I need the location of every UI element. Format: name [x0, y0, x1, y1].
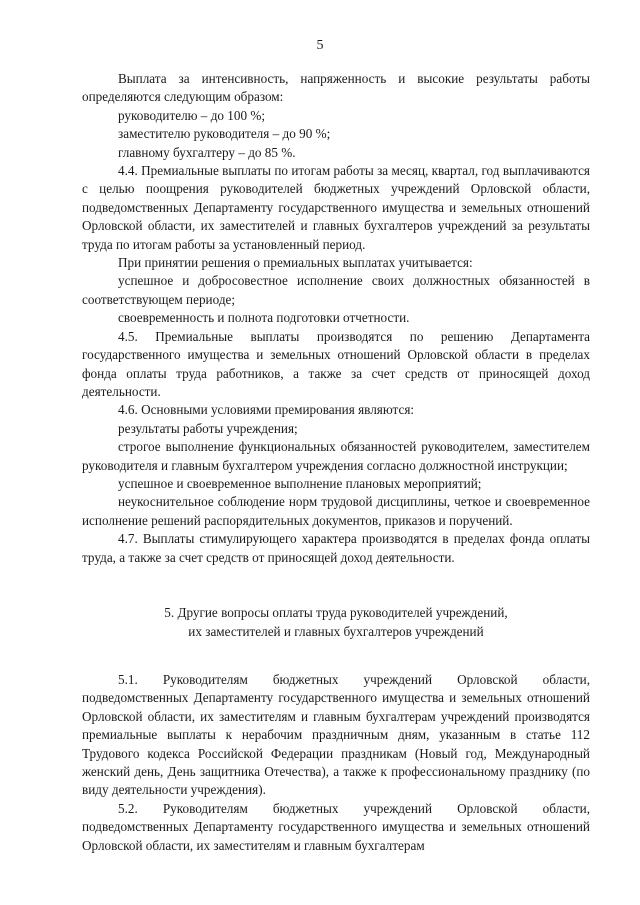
list-item-functional-duties: строгое выполнение функциональных обязанностей руководителем, заместителем руководителя и главным бухгалтером учреждения согласно должностной инструкции;	[82, 439, 590, 473]
list-item-duties: успешное и добросовестное исполнение своих должностных обязанностей в соответствующем периоде;	[82, 273, 590, 307]
section-5-heading	[82, 603, 590, 641]
section-5-heading-line-1: 5. Другие вопросы оплаты труда руководителей учреждений,	[164, 604, 508, 620]
document-body	[82, 70, 590, 855]
paragraph-4-5: 4.5. Премиальные выплаты производятся по решению Департамента государственного имущества и земельных отношений Орловской области в пределах фонда оплаты труда работников, а также за счет средств от приносящей доход деятельности.	[82, 328, 590, 399]
list-item-planned-events: успешное и своевременное выполнение плановых мероприятий;	[118, 475, 482, 491]
page-number: 5	[316, 38, 324, 53]
paragraph-bonus-decision: При принятии решения о премиальных выплатах учитывается:	[118, 255, 473, 271]
paragraph-4-4: 4.4. Премиальные выплаты по итогам работы за месяц, квартал, год выплачиваются с целью поощрения руководителей бюджетных учреждений Орловской области, подведомственных Департаменту государственного имущества и земельных отношений Орловской области, их заместителей и главных бухгалтеров учреждений за результаты труда по итогам работы за установленный период.	[82, 163, 590, 252]
paragraph-5-2: 5.2. Руководителям бюджетных учреждений Орловской области, подведомственных Департаменту государственного имущества и земельных отношений Орловской области, их заместителям и главным бухгалтерам	[82, 800, 590, 853]
list-item-reporting: своевременность и полнота подготовки отчетности.	[118, 310, 410, 326]
list-item-discipline: неукоснительное соблюдение норм трудовой дисциплины, четкое и своевременное исполнение решений распорядительных документов, приказов и поручений.	[82, 494, 590, 528]
list-item-results: результаты работы учреждения;	[118, 420, 298, 436]
list-item-director: руководителю – до 100 %;	[118, 107, 266, 123]
paragraph-intensity-payment: Выплата за интенсивность, напряженность и высокие результаты работы определяются следующим образом:	[82, 71, 590, 105]
list-item-deputy: заместителю руководителя – до 90 %;	[118, 126, 331, 142]
paragraph-4-6: 4.6. Основными условиями премирования являются:	[118, 402, 415, 418]
paragraph-4-7: 4.7. Выплаты стимулирующего характера производятся в пределах фонда оплаты труда, а также за счет средств от приносящей доход деятельности.	[82, 531, 590, 565]
section-5-heading-line-2: их заместителей и главных бухгалтеров учреждений	[188, 623, 484, 639]
paragraph-5-1: 5.1. Руководителям бюджетных учреждений Орловской области, подведомственных Департаменту государственного имущества и земельных отношений Орловской области, их заместителям и главным бухгалтерам учреждений производятся премиальные выплаты к нерабочим праздничным дням, указанным в статье 112 Трудового кодекса Российской Федерации праздникам (Новый год, Международный женский день, День защитника Отечества), а также к профессиональному празднику (по виду деятельности учреждения).	[82, 671, 590, 798]
list-item-chief-accountant: главному бухгалтеру – до 85 %.	[118, 144, 296, 160]
